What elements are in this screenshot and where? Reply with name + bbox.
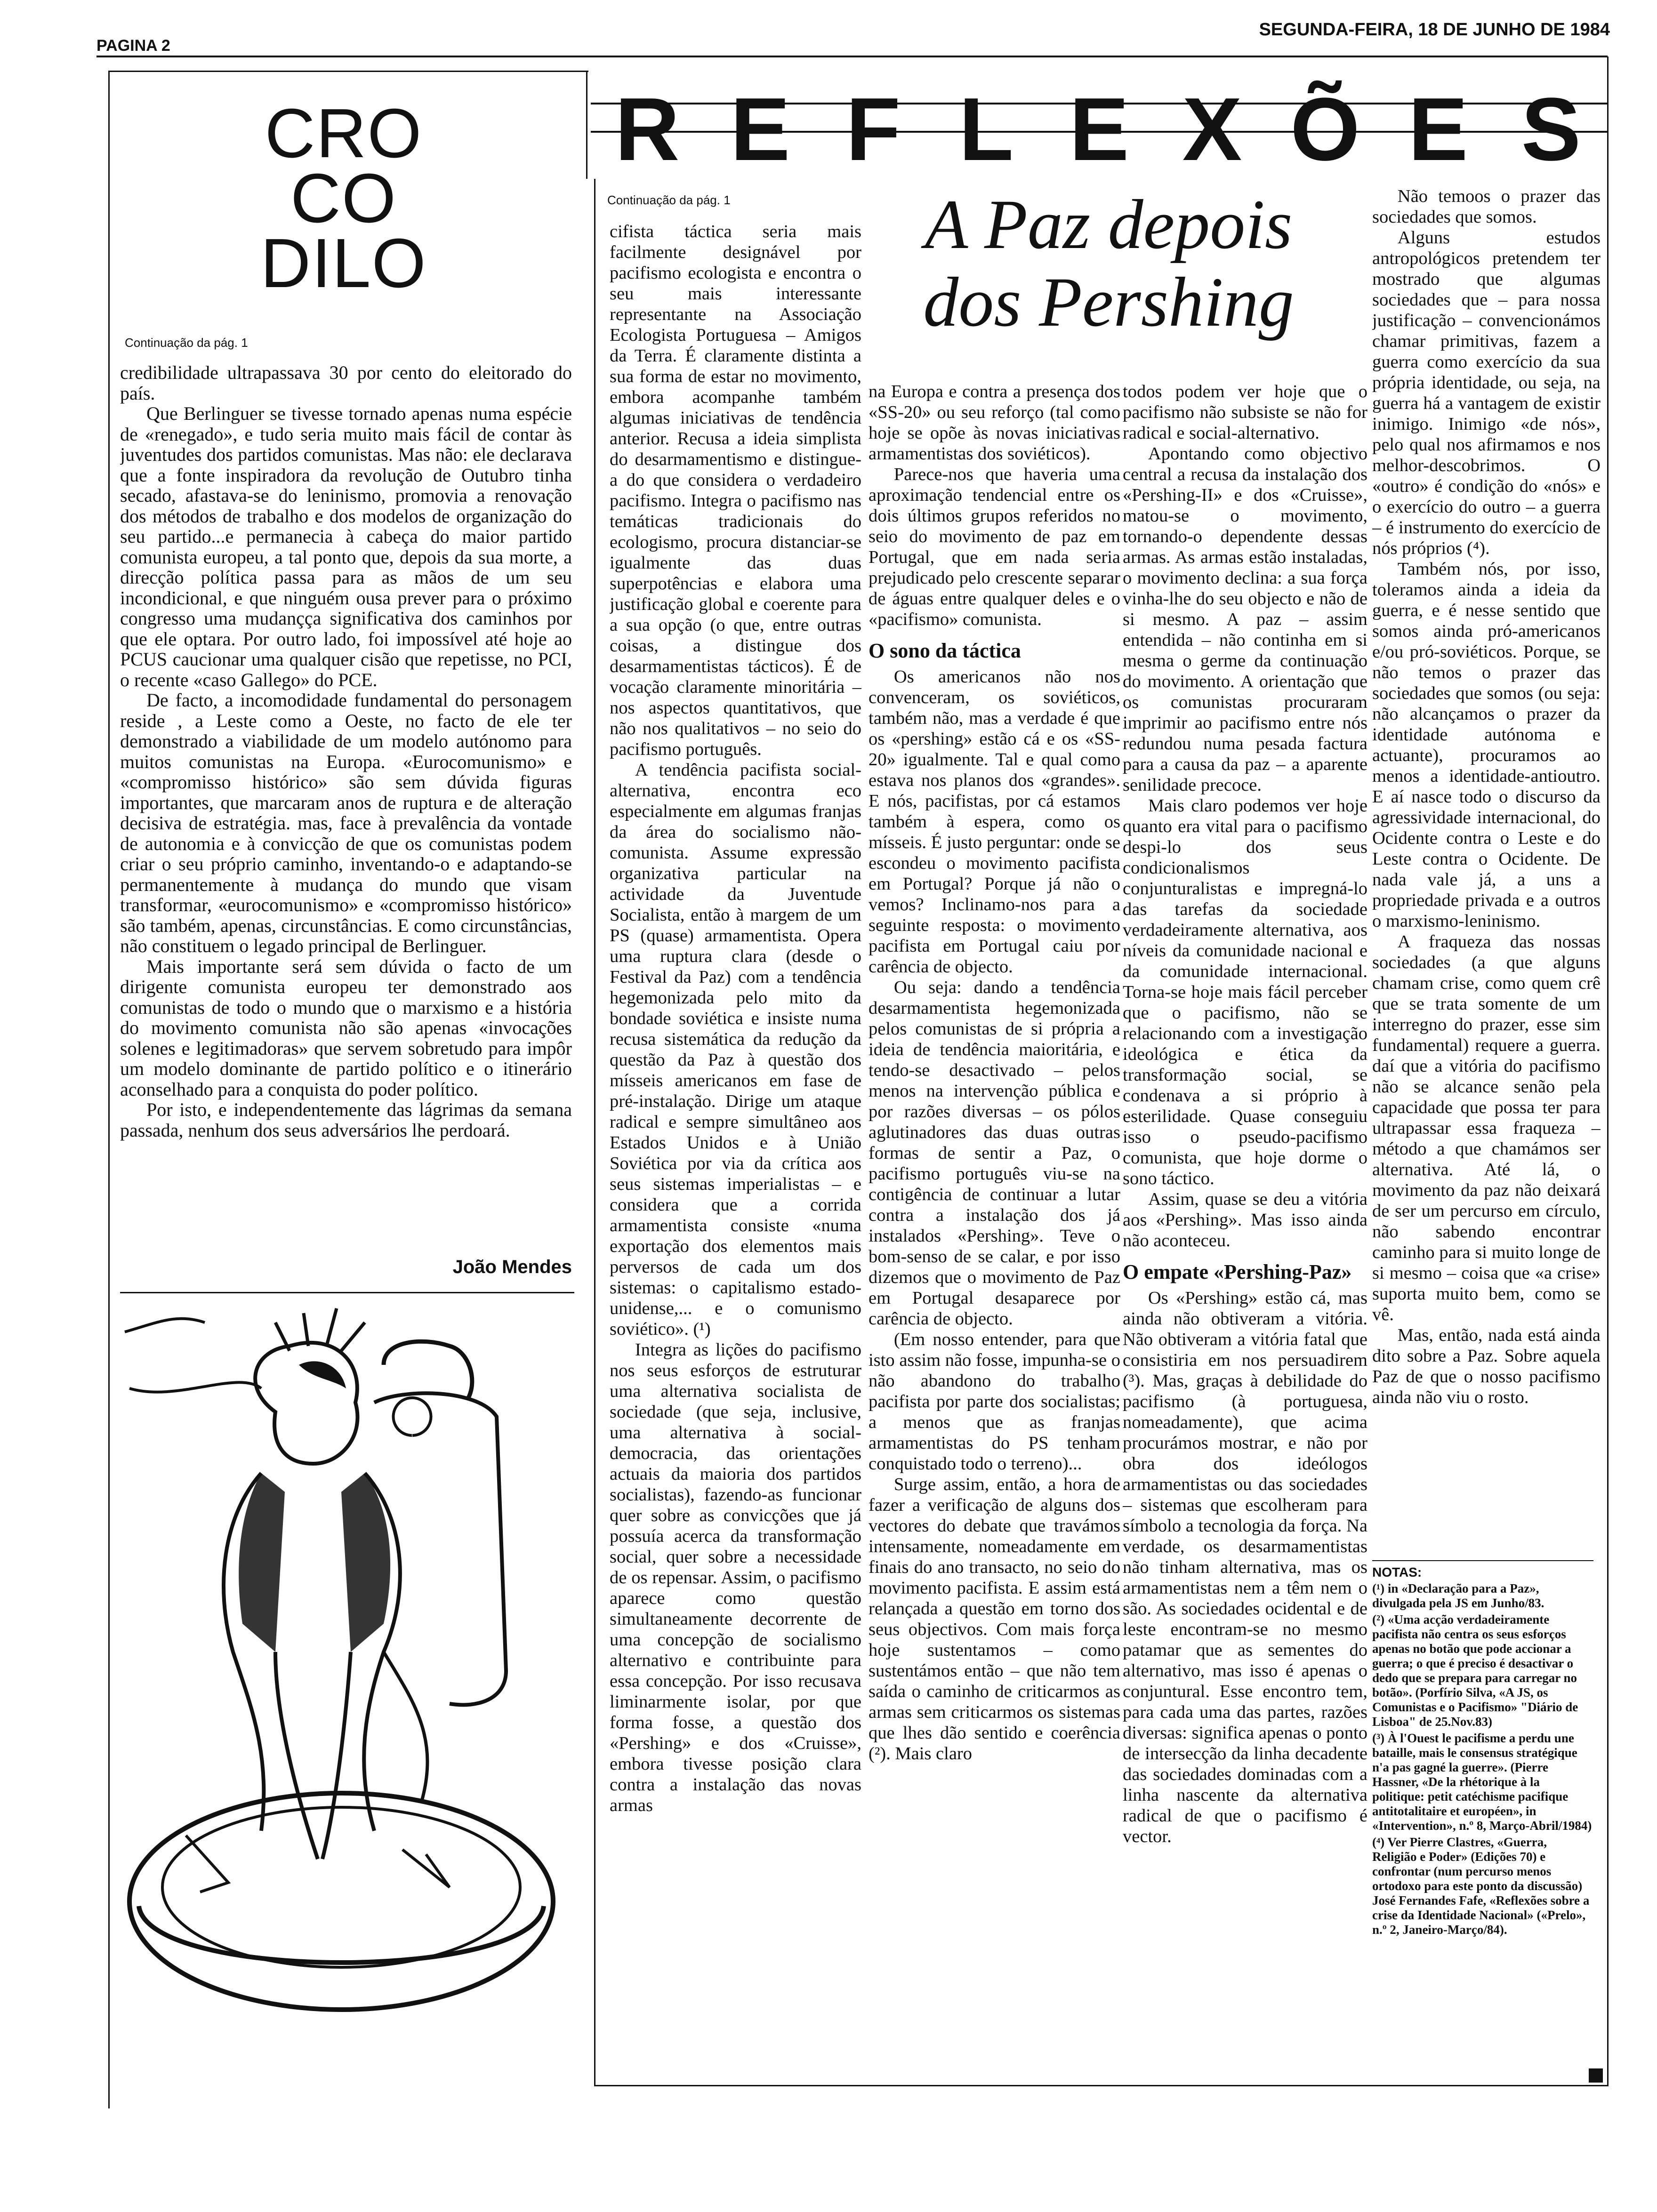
crocodilo-paragraph: credibilidade ultrapassava 30 por cento do eleitorado do país. [120, 362, 572, 404]
headline-line-1: A Paz depois [925, 185, 1293, 264]
crocodilo-title-line-1: CRO [265, 95, 423, 172]
article-paragraph: todos podem ver hoje que o pacifismo não subsiste se não for radical e social-alternativo. [1123, 382, 1367, 443]
article-paragraph: Integra as lições do pacifismo nos seus esforços de estruturar uma alternativa socialista de sociedade (que seja, inclusive, uma alternativa à social-democracia, das orientações actuais da maioria dos partidos socialistas), fazendo-as funcionar quer sobre as convicções que já possuía acerca da transformação social, quer sobre a necessidade de os repensar. Assim, o pacifismo aparece como questão simultaneamente decorrente de uma concepção de socialismo alternativo e contribuinte para essa concepção. Por isso recusava liminarmente isolar, por que forma fosse, a questão dos «Pershing» e dos «Cruisse», embora tivesse posição clara contra a instalação das novas armas [610, 1340, 861, 1815]
caricature-illustration [120, 1294, 572, 2038]
logo-letter: R [615, 80, 680, 165]
article-paragraph: Os «Pershing» estão cá, mas ainda não obtiveram a vitória. Não obtiveram a vitória fatal que consistiria em nos persuadirem (³). Mas, graças à debilidade do pacifismo (à portuguesa, nomeadamente), que acima procurámos mostrar, e não por obra dos ideólogos armamentistas ou das sociedades – sistemas que escolheram para símbolo a tecnologia da força. Na verdade, os desarmamentistas não tinham alternativa, mas os armamentistas nem a têm nem o são. As sociedades ocidental e de leste encontram-se no mesmo patamar que as sementes do alternativo, mas isso é apenas o conjuntural. Esse encontro tem, para cada uma das partes, razões diversas: significa apenas o ponto de intersecção da linha decadente das sociedades dominadas com a linha nascente da alternativa radical de que o pacifismo é vector. [1123, 1288, 1367, 1846]
left-box-left-rule [108, 71, 110, 2108]
logo-letter: L [958, 80, 1014, 165]
subheading-empate: O empate «Pershing-Paz» [1123, 1260, 1352, 1283]
article-paragraph: A fraqueza das nossas sociedades (a que alguns chamam crise, como quem crê que se trata somente de um interregno do prazer, esse sim fundamental) requere a guerra. daí que a vitória do pacifismo não se alcance senão pela capacidade que possa ter para ultrapassar essa fraqueza – método a que chamámos ser alternativa. Até lá, o movimento da paz não deixará de ser um percurso em círculo, não sabendo encontrar caminho para si muito longe de si mesmo – coisa que «a crise» suporta muito bem, como se vê. [1372, 932, 1601, 1324]
article-paragraph: Apontando como objectivo central a recusa da instalação dos «Pershing-II» e dos «Cruisse», matou-se o movimento, tornando-o dependente dessas armas. As armas estão instaladas, o movimento declina: a sua força vinha-lhe do seu objecto e não de si mesmo. A paz – assim entendida – não continha em si mesma o germe da continuação do movimento. A orientação que os comunistas procuraram imprimir ao pacifismo entre nós redundou numa pesada factura para a causa da paz – a aparente senilidade precoce. [1123, 444, 1367, 795]
date-line: SEGUNDA-FEIRA, 18 DE JUNHO DE 1984 [1259, 20, 1610, 40]
crocodilo-paragraph: De facto, a incomodidade fundamental do personagem reside , a Leste como a Oeste, no facto de ele ter demonstrado a viabilidade de um modelo autónomo para muitos comunistas na Europa. «Eurocomunismo» e «compromisso histórico» são sem dúvida figuras importantes, que marcaram anos de ruptura e de alteração decisiva de estratégia. mas, face à prevalência da vontade de autonomia e à convicção de que os comunistas podem criar o seu próprio caminho, inventando-o e adaptando-se permanentemente à mudança do mundo que visam transformar, «eurocomunismo» e «compromisso histórico» são também, apenas, circunstâncias. E como circunstâncias, não constituem o legado principal de Berlinguer. [120, 689, 572, 956]
page-label: PAGINA 2 [97, 37, 170, 55]
crocodilo-continuation: Continuação da pág. 1 [125, 336, 248, 350]
left-box-top-rule [108, 71, 588, 72]
footnote: (³) À l'Ouest le pacifisme a perdu une bataille, mais le consensus stratégique n'a pas gagné la guerre». (Pierre Hassner, «De la rhétorique à la politique: petit catéchisme pacifique antitotalitaire et européen», in «Intervention», n.º 8, Março-Abril/1984) [1372, 1731, 1592, 1833]
article-paragraph: Ou seja: dando a tendência desarmamentista hegemonizada pelos comunistas de si própria a ideia de tendência maioritária, e tendo-se desactivado – pelos menos na intervenção pública e por razões diversas – os pólos aglutinadores das duas outras formas de sentir a Paz, o pacifismo português viu-se na contigência de continuar a lutar contra a instalação dos já instalados «Pershing». Teve o bom-senso de se calar, e por isso dizemos que o movimento de Paz em Portugal desaparece por carência de objecto. [869, 978, 1120, 1329]
article-paragraph: Assim, quase se deu a vitória aos «Pershing». Mas isso ainda não aconteceu. [1123, 1189, 1367, 1250]
article-column-4 [1372, 186, 1601, 1560]
article-column-2 [869, 381, 1120, 2083]
article-column-3 [1123, 381, 1367, 2083]
crocodilo-article-body [120, 362, 572, 1247]
logo-letter: E [1069, 80, 1129, 165]
article-paragraph: Também nós, por isso, toleramos ainda a ideia da guerra, e é nesse sentido que somos ainda pró-americanos e/ou pró-soviéticos. Porque, se não temos o prazer das sociedades que somos (ou seja: não alcançamos o prazer da identidade autónoma e actuante), procuramos ao menos a identidade-antioutro. E aí nasce todo o discurso da agressividade internacional, do Ocidente contra o Leste e do Leste contra o Ocidente. De nada vale já, a uns a propriedade privada e a outros o marxismo-leninismo. [1372, 559, 1601, 931]
article-paragraph: na Europa e contra a presença dos «SS-20» ou seu reforço (tal como hoje se opõe às novas iniciativas armamentistas dos soviéticos). [869, 382, 1120, 464]
logo-letter: S [1521, 80, 1581, 165]
crocodilo-title-line-2: CO [290, 160, 397, 237]
article-paragraph: Não temoos o prazer das sociedades que somos. [1372, 186, 1601, 227]
crocodilo-title-line-3: DILO [260, 224, 427, 302]
article-paragraph: A tendência pacifista social-alternativa, encontra eco especialmente em algumas franjas da área do socialismo não-comunista. Assume expressão organizativa particular na actividade da Juventude Socialista, então à margem de um PS (quase) armamentista. Opera uma ruptura clara (desde o Festival da Paz) com a tendência hegemonizada pelo mito da bondade soviética e insiste numa recusa sistemática da redução da questão da Paz à questão dos mísseis americanos em fase de pré-instalação. Dirige um ataque radical e sempre simultâneo aos Estados Unidos e à União Soviética por via da crítica aos seus sistemas imperialistas – e considera que a corrida armamentista consiste «numa exportação dos elementos mais perversos de cada um dos sistemas: o capitalismo estado-unidense,... e o comunismo soviético». (¹) [610, 760, 861, 1339]
logo-letter: E [730, 80, 790, 165]
article-column-1 [610, 221, 861, 2083]
article-paragraph: Os americanos não nos convenceram, os soviéticos, também não, mas a verdade é que os «pershing» estão cá e os «SS-20» igualmente. Tal e qual como estava nos planos dos «grandes». E nós, pacifistas, por cá estamos também à espera, como os mísseis. É justo perguntar: onde se escondeu o movimento pacifista em Portugal? Porque já não o vemos? Inclinamo-nos para a seguinte resposta: o movimento pacifista em Portugal caiu por carência de objecto. [869, 667, 1120, 977]
notes-rule [1372, 1560, 1593, 1561]
crocodilo-paragraph: Por isto, e independentemente das lágrimas da semana passada, nenhum dos seus adversários lhe perdoará. [120, 1099, 572, 1141]
article-headline [885, 186, 1332, 341]
reflexoes-section-logo [591, 71, 1608, 165]
top-rule [97, 56, 1608, 57]
crocodilo-paragraph: Que Berlinguer se tivesse tornado apenas numa espécie de «renegado», e tudo seria muito mais fácil de contar às juventudes dos partidos comunistas. Mas não: ele declarava que a fonte inspiradora da revolução de Outubro tinha secado, afastava-se do leninismo, promovia a renovação dos métodos de trabalho e dos modelos de organização do seu partido...e permanecia à cabeça do maior partido comunista europeu, a tal ponto que, depois da sua morte, a direcção política passa para as mãos de um seu incondicional, e que ninguém ousa prever para o próximo congresso uma mudançça significativa dos caminhos por que ele optara. Por outro lado, foi impossível até hoje ao PCUS caucionar uma qualquer cisão que repetisse, no PCI, o recente «caso Gallego» do PCE. [120, 403, 572, 690]
subheading-sono-da-tactica: O sono da táctica [869, 639, 1021, 662]
reflexoes-continuation: Continuação da pág. 1 [607, 193, 731, 207]
left-box-right-rule [586, 71, 587, 179]
logo-letter: Õ [1290, 80, 1360, 165]
footnote: (¹) in «Declaração para a Paz», divulgada pela JS em Junho/83. [1372, 1581, 1544, 1610]
article-paragraph: Mais claro podemos ver hoje quanto era vital para o pacifismo despi-lo dos seus condicionalismos conjunturalistas e impregná-lo das tarefas da sociedade verdadeiramente alternativa, aos níveis da comunidade nacional e da comunidade internacional. Torna-se hoje mais fácil perceber que o pacifismo, não se relacionando com a investigação ideológica e ética da transformação social, se condenava a si próprio à esterilidade. Quase conseguiu isso o pseudo-pacifismo comunista, que hoje dorme o sono táctico. [1123, 796, 1367, 1188]
right-box-bottom-rule [594, 2085, 1609, 2086]
right-box-right-rule [1607, 56, 1609, 2085]
crocodilo-title [245, 95, 442, 302]
author-signature: João Mendes [452, 1257, 572, 1277]
notes-title: NOTAS: [1372, 1565, 1422, 1579]
footnote: (⁴) Ver Pierre Clastres, «Guerra, Religião e Poder» (Edições 70) e confrontar (num percurso menos ortodoxo para este ponto da discussão) José Fernandes Fafe, «Reflexões sobre a crise da Identidade Nacional» («Prelo», n.º 2, Janeiro-Março/84). [1372, 1835, 1590, 1937]
footnote: (²) «Uma acção verdadeiramente pacifista não centra os seus esforços apenas no botão que pode accionar a guerra; o que é preciso é desactivar o dedo que se prepara para carregar no botão». (Porfírio Silva, «A JS, os Comunistas e o Pacifismo» "Diário de Lisboa" de 25.Nov.83) [1372, 1612, 1578, 1729]
article-end-mark [1589, 2068, 1603, 2083]
article-paragraph: Surge assim, então, a hora de fazer a verificação de alguns dos vectores do debate que travámos intensamente, nomeadamente em finais do ano transacto, no seio do movimento pacifista. E assim está relançada a questão em torno dos seus objectivos. Com mais força hoje sustentamos – como sustentámos então – que não tem saída o caminho de criticarmos as armas sem criticarmos os sistemas que lhes dão sentido e coerência (²). Mais claro [869, 1475, 1120, 1763]
article-paragraph: Alguns estudos antropológicos pretendem ter mostrado que algumas sociedades que – para nossa justificação – convencionámos chamar primitivas, fazem a guerra como exercício da sua própria identidade, ou seja, na guerra há a vantagem de existir inimigo. Inimigo «de nós», pelo qual nos afirmamos e nos melhor-descobrimos. O «outro» é condição do «nós» e o exercício do outro – a guerra – é instrumento do exercício de nós próprios (⁴). [1372, 228, 1601, 558]
logo-letter: E [1408, 80, 1468, 165]
article-paragraph: (Em nosso entender, para que isto assim não fosse, impunha-se o não abandono do trabalho pacifista por parte dos socialistas; a menos que as franjas armamentistas do PS tenham conquistado todo o terreno)... [869, 1330, 1120, 1474]
article-paragraph: Mas, então, nada está ainda dito sobre a Paz. Sobre aquela Paz de que o nosso pacifismo ainda não viu o rosto. [1372, 1325, 1601, 1407]
headline-line-2: dos Pershing [923, 263, 1294, 341]
article-paragraph: cifista táctica seria mais facilmente designável por pacifismo ecologista e encontra o seu mais interessante representante na Associação Ecologista Portuguesa – Amigos da Terra. É claramente distinta a sua forma de estar no movimento, embora acompanhe também algumas iniciativas de tendência anterior. Recusa a ideia simplista do desarmamentismo e distingue-a do que considera o verdadeiro pacifismo. Integra o pacifismo nas temáticas tradicionais do ecologismo, procura distanciar-se igualmente das duas superpotências e elabora uma justificação global e coerente para a sua opção (o que, entre outras coisas, a distingue dos desarmamentistas tácticos). É de vocação claramente minoritária – nos aspectos quantitativos, que não nos qualitativos – no seio do pacifismo português. [610, 222, 861, 759]
right-box-left-rule [594, 179, 595, 2085]
footnotes [1372, 1565, 1593, 1939]
logo-letter: X [1182, 80, 1242, 165]
crocodilo-paragraph: Mais importante será sem dúvida o facto de um dirigente comunista europeu ter demonstrado aos comunistas de todo o mundo que o marxismo e a história do movimento comunista não são apenas «invocações solenes e legitimadoras» que servem sobretudo para impôr um modelo dominante de partido político e o itinerário aconselhado para a conquista do poder político. [120, 955, 572, 1100]
logo-letter: F [845, 80, 901, 165]
crocodilo-signature-rule [120, 1292, 574, 1293]
article-paragraph: Parece-nos que haveria uma aproximação tendencial entre os dois últimos grupos referidos no seio do movimento de paz em Portugal, que em nada seria prejudicado pelo crescente separar de águas entre qualquer deles e o «pacifismo» comunista. [869, 465, 1120, 629]
